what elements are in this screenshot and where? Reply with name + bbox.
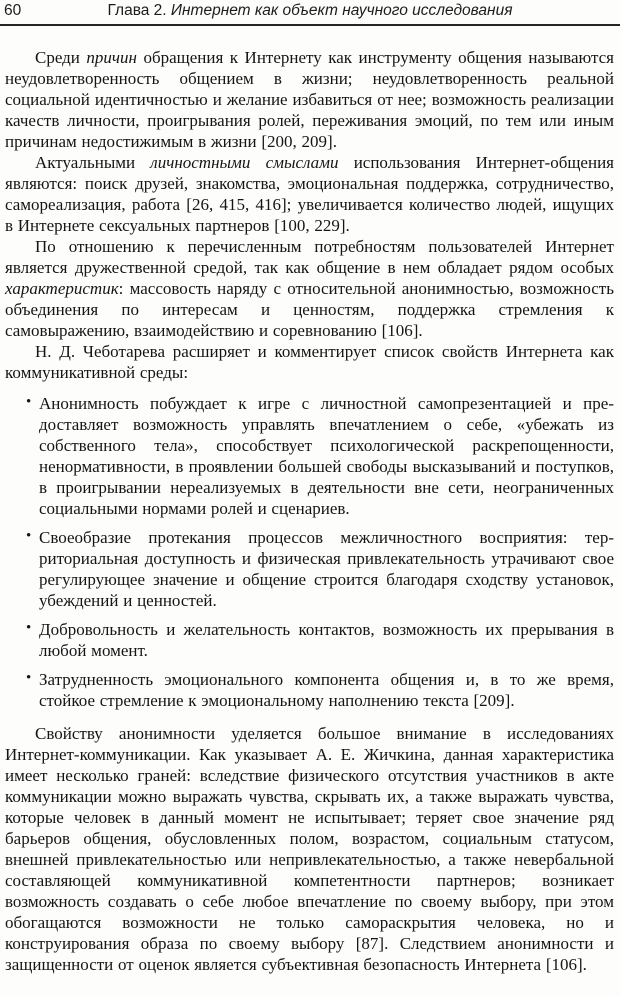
chapter-title: Интернет как объект научного исследования — [170, 2, 513, 19]
body-paragraph — [5, 723, 614, 975]
bullet-item — [5, 527, 614, 611]
bullet-list — [5, 393, 614, 711]
text-column — [0, 26, 620, 975]
bullet-icon: • — [26, 528, 32, 544]
bullet-item — [5, 393, 614, 519]
running-header — [0, 0, 620, 23]
chapter-label: Глава 2. — [107, 2, 167, 19]
text-run: Н. Д. Чеботарева расширяет и комментирует список свойств Интернета как коммуникативной среды: — [5, 342, 614, 382]
text-run: обращения к Интернету как инструменту общения называются неудовлетворенность общением в жизни; неудовлетворенность реальной социальной идентичностью и желание избавиться от нее; возможность реализации качеств личности, проигрывания ролей, переживания эмоций, по тем или иным причинам недостижимым в жизни [200, 209]. — [5, 48, 614, 151]
text-run: использования Интернет-общения являются: поиск друзей, знакомства, эмоциональная поддержка, сотрудничество, самореализация, работа [26, 415, 416]; увеличивается количество людей, ищущих в Интернете сексуальных партнеров [100, 229]. — [5, 153, 614, 235]
page-number: 60 — [4, 2, 22, 19]
emphasis-text: личностными смыслами — [150, 153, 339, 172]
bullet-icon: • — [26, 620, 32, 636]
text-run: По отношению к перечисленным потребностям пользователей Интернет является дружественной средой, так как общение в нем обладает рядом особых — [5, 237, 614, 277]
text-run: Анонимность побуждает к игре с личностной самопрезентацией и предоставляет возможность управлять впечатлением о себе, «убежать из собственного тела», способствует психологической раскрепощенности, ненормативности, в проявлении большей свободы высказываний и поступков, в проигрывании нереализуемых в деятельности вне сети, неограниченных социальными нормами ролей и сценариев. — [39, 394, 614, 518]
bullet-item — [5, 619, 614, 661]
body-paragraph — [5, 152, 614, 236]
text-run: : массовость наряду с относительной анонимностью, возможность объединения по интересам и ценностям, поддержка стремления к самовыражению, взаимодействию и соревнованию [106]. — [5, 279, 614, 340]
text-run: Свойству анонимности уделяется большое внимание в исследованиях Интернет-коммуникации. Как указывает А. Е. Жичкина, данная характеристика имеет несколько граней: вследствие физического отсутствия участников в акте коммуникации можно выражать чувства, скрывать их, а также выражать чувства, которые человек в данный момент не испытывает; теряет свое значение ряд барьеров общения, обусловленных полом, возрастом, социальным статусом, внешней привлекательностью или непривлекательностью, а также невербальной составляющей коммуникативной компетентности партнеров; возникает возможность создавать о себе любое впечатление по своему выбору, при этом обогащаются возможности не только самораскрытия человека, но и конструирования образа по своему выбору [87]. Следствием анонимности и защищенности от оценок является субъективная безопасность Интернета [106]. — [5, 724, 614, 974]
chapter-heading — [0, 2, 620, 20]
body-paragraph — [5, 47, 614, 152]
text-run: Среди — [35, 48, 87, 67]
body-paragraph — [5, 236, 614, 341]
bullet-icon: • — [26, 670, 32, 686]
body-paragraph — [5, 341, 614, 383]
bullet-item — [5, 669, 614, 711]
text-run: Актуальными — [35, 153, 151, 172]
text-run: Добровольность и желательность контактов, возможность их прерывания в любой момент. — [39, 620, 614, 660]
text-run: Затрудненность эмоционального компонента общения и, в то же время, стойкое стремление к эмоциональному наполнению текста [209]. — [39, 670, 614, 710]
emphasis-text: причин — [86, 48, 137, 67]
bullet-icon: • — [26, 394, 32, 410]
text-run: Своеобразие протекания процессов межличностного восприятия: территориальная доступность и физическая привлекательность утрачивают свое регулирующее значение и общение строится благодаря сходству установок, убеждений и ценностей. — [39, 528, 614, 610]
emphasis-text: характеристик — [5, 279, 119, 298]
